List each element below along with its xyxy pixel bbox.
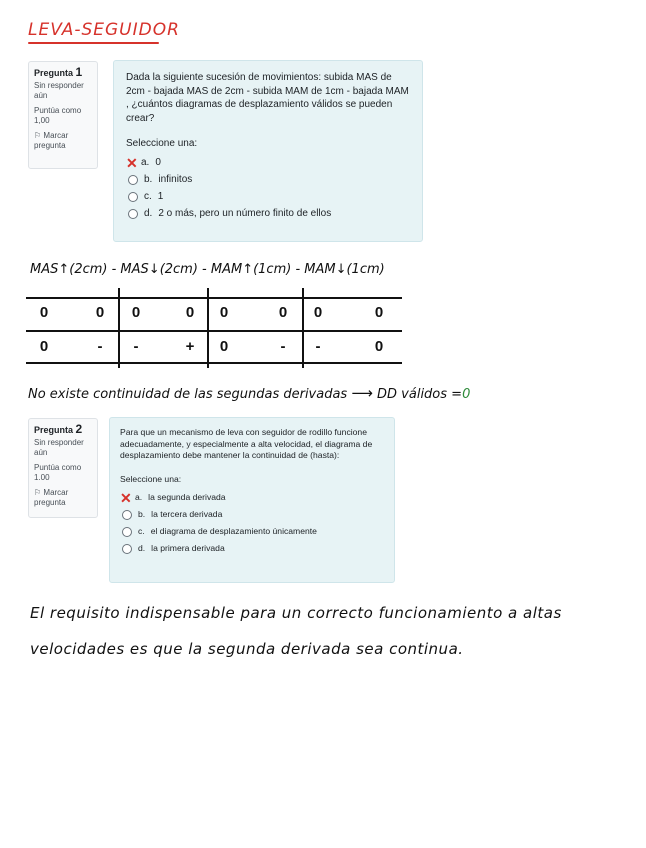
flag-icon: ⚐	[34, 131, 42, 140]
table-cell: -	[97, 338, 103, 355]
question-1-content	[113, 60, 423, 242]
table-cell: -	[133, 338, 139, 355]
handwritten-note	[28, 384, 470, 402]
note-text: No existe continuidad de las segundas derivadas	[28, 387, 348, 402]
table-cell: -	[280, 338, 286, 355]
question-2-content	[109, 417, 395, 583]
arrow-right-icon: ⟶	[351, 384, 373, 402]
question-1-number-label: Pregunta 1	[34, 65, 83, 79]
radio-button[interactable]	[122, 544, 132, 554]
question-2-score: Puntúa como 1.00	[34, 463, 82, 482]
handwritten-formula: MAS↑(2cm) - MAS↓(2cm) - MAM↑(1cm) - MAM↓(1cm)	[30, 262, 385, 277]
cross-mark-icon: ✕	[126, 155, 138, 171]
question-2-flag[interactable]: ⚐ Marcar pregunta	[34, 488, 69, 507]
question-1-option-d[interactable]: d. 2 o más, pero un número finito de ellos	[126, 206, 410, 223]
question-2-prompt: Seleccione una:	[120, 473, 182, 484]
question-1-option-a[interactable]: ✕ a. 0	[126, 155, 161, 171]
radio-button[interactable]	[128, 192, 138, 202]
table-cell: +	[185, 338, 195, 355]
table-cell: 0	[39, 338, 49, 355]
page-title: LEVA-SEGUIDOR	[28, 20, 180, 40]
question-2-option-b[interactable]: b. la tercera derivada	[120, 506, 384, 523]
question-2-number-label: Pregunta 2	[34, 422, 83, 436]
question-2-info	[28, 418, 98, 518]
radio-button[interactable]	[128, 209, 138, 219]
table-line	[26, 362, 402, 364]
table-line	[26, 330, 402, 332]
table-cell: 0	[185, 304, 195, 321]
table-cell: 0	[219, 304, 229, 321]
question-2-option-d[interactable]: d. la primera derivada	[120, 540, 384, 557]
radio-button[interactable]	[122, 527, 132, 537]
question-1-option-b[interactable]: b. infinitos	[126, 172, 410, 189]
question-2-option-a[interactable]: ✕ a. la segunda derivada	[120, 489, 226, 506]
table-cell: 0	[95, 304, 105, 321]
note-zero: 0	[462, 387, 471, 402]
handwritten-answer-line-2: velocidades es que la segunda derivada sea continua.	[30, 640, 464, 658]
handwritten-answer-line-1: El requisito indispensable para un correcto funcionamiento a altas	[30, 604, 562, 622]
question-1-option-c[interactable]: c. 1	[126, 189, 410, 206]
question-1-text: Dada la siguiente sucesión de movimientos: subida MAS de 2cm - bajada MAS de 2cm - subida MAM de 1cm - bajada MAM , ¿cuántos diagramas de desplazamiento válidos se pueden crear?	[126, 72, 409, 124]
table-divider	[118, 288, 120, 368]
radio-button[interactable]	[128, 175, 138, 185]
table-line	[26, 297, 402, 299]
question-2-status: Sin responder aún	[34, 438, 84, 457]
question-2-text: Para que un mecanismo de leva con seguidor de rodillo funcione adecuadamente, y especialmente a alta velocidad, el diagrama de desplazamiento debe mantener la continuidad de (hasta):	[120, 427, 373, 460]
flag-icon: ⚐	[34, 488, 42, 497]
question-1-info	[28, 61, 98, 169]
question-2-option-c[interactable]: c. el diagrama de desplazamiento únicamente	[120, 523, 384, 540]
handwritten-table	[26, 288, 402, 366]
table-cell: 0	[278, 304, 288, 321]
radio-button[interactable]	[122, 510, 132, 520]
table-cell: 0	[131, 304, 141, 321]
table-cell: 0	[374, 338, 384, 355]
cross-mark-icon: ✕	[120, 489, 132, 506]
question-1-flag[interactable]: ⚐ Marcar pregunta	[34, 131, 69, 150]
table-cell: 0	[374, 304, 384, 321]
table-cell: 0	[39, 304, 49, 321]
title-underline	[28, 42, 159, 44]
question-1-prompt: Seleccione una:	[126, 138, 198, 149]
question-1-score: Puntúa como 1,00	[34, 106, 82, 125]
table-cell: -	[315, 338, 321, 355]
table-cell: 0	[219, 338, 229, 355]
table-cell: 0	[313, 304, 323, 321]
table-divider	[207, 288, 209, 368]
question-1-status: Sin responder aún	[34, 81, 84, 100]
table-divider	[302, 288, 304, 368]
note-result: DD válidos =	[377, 387, 463, 402]
